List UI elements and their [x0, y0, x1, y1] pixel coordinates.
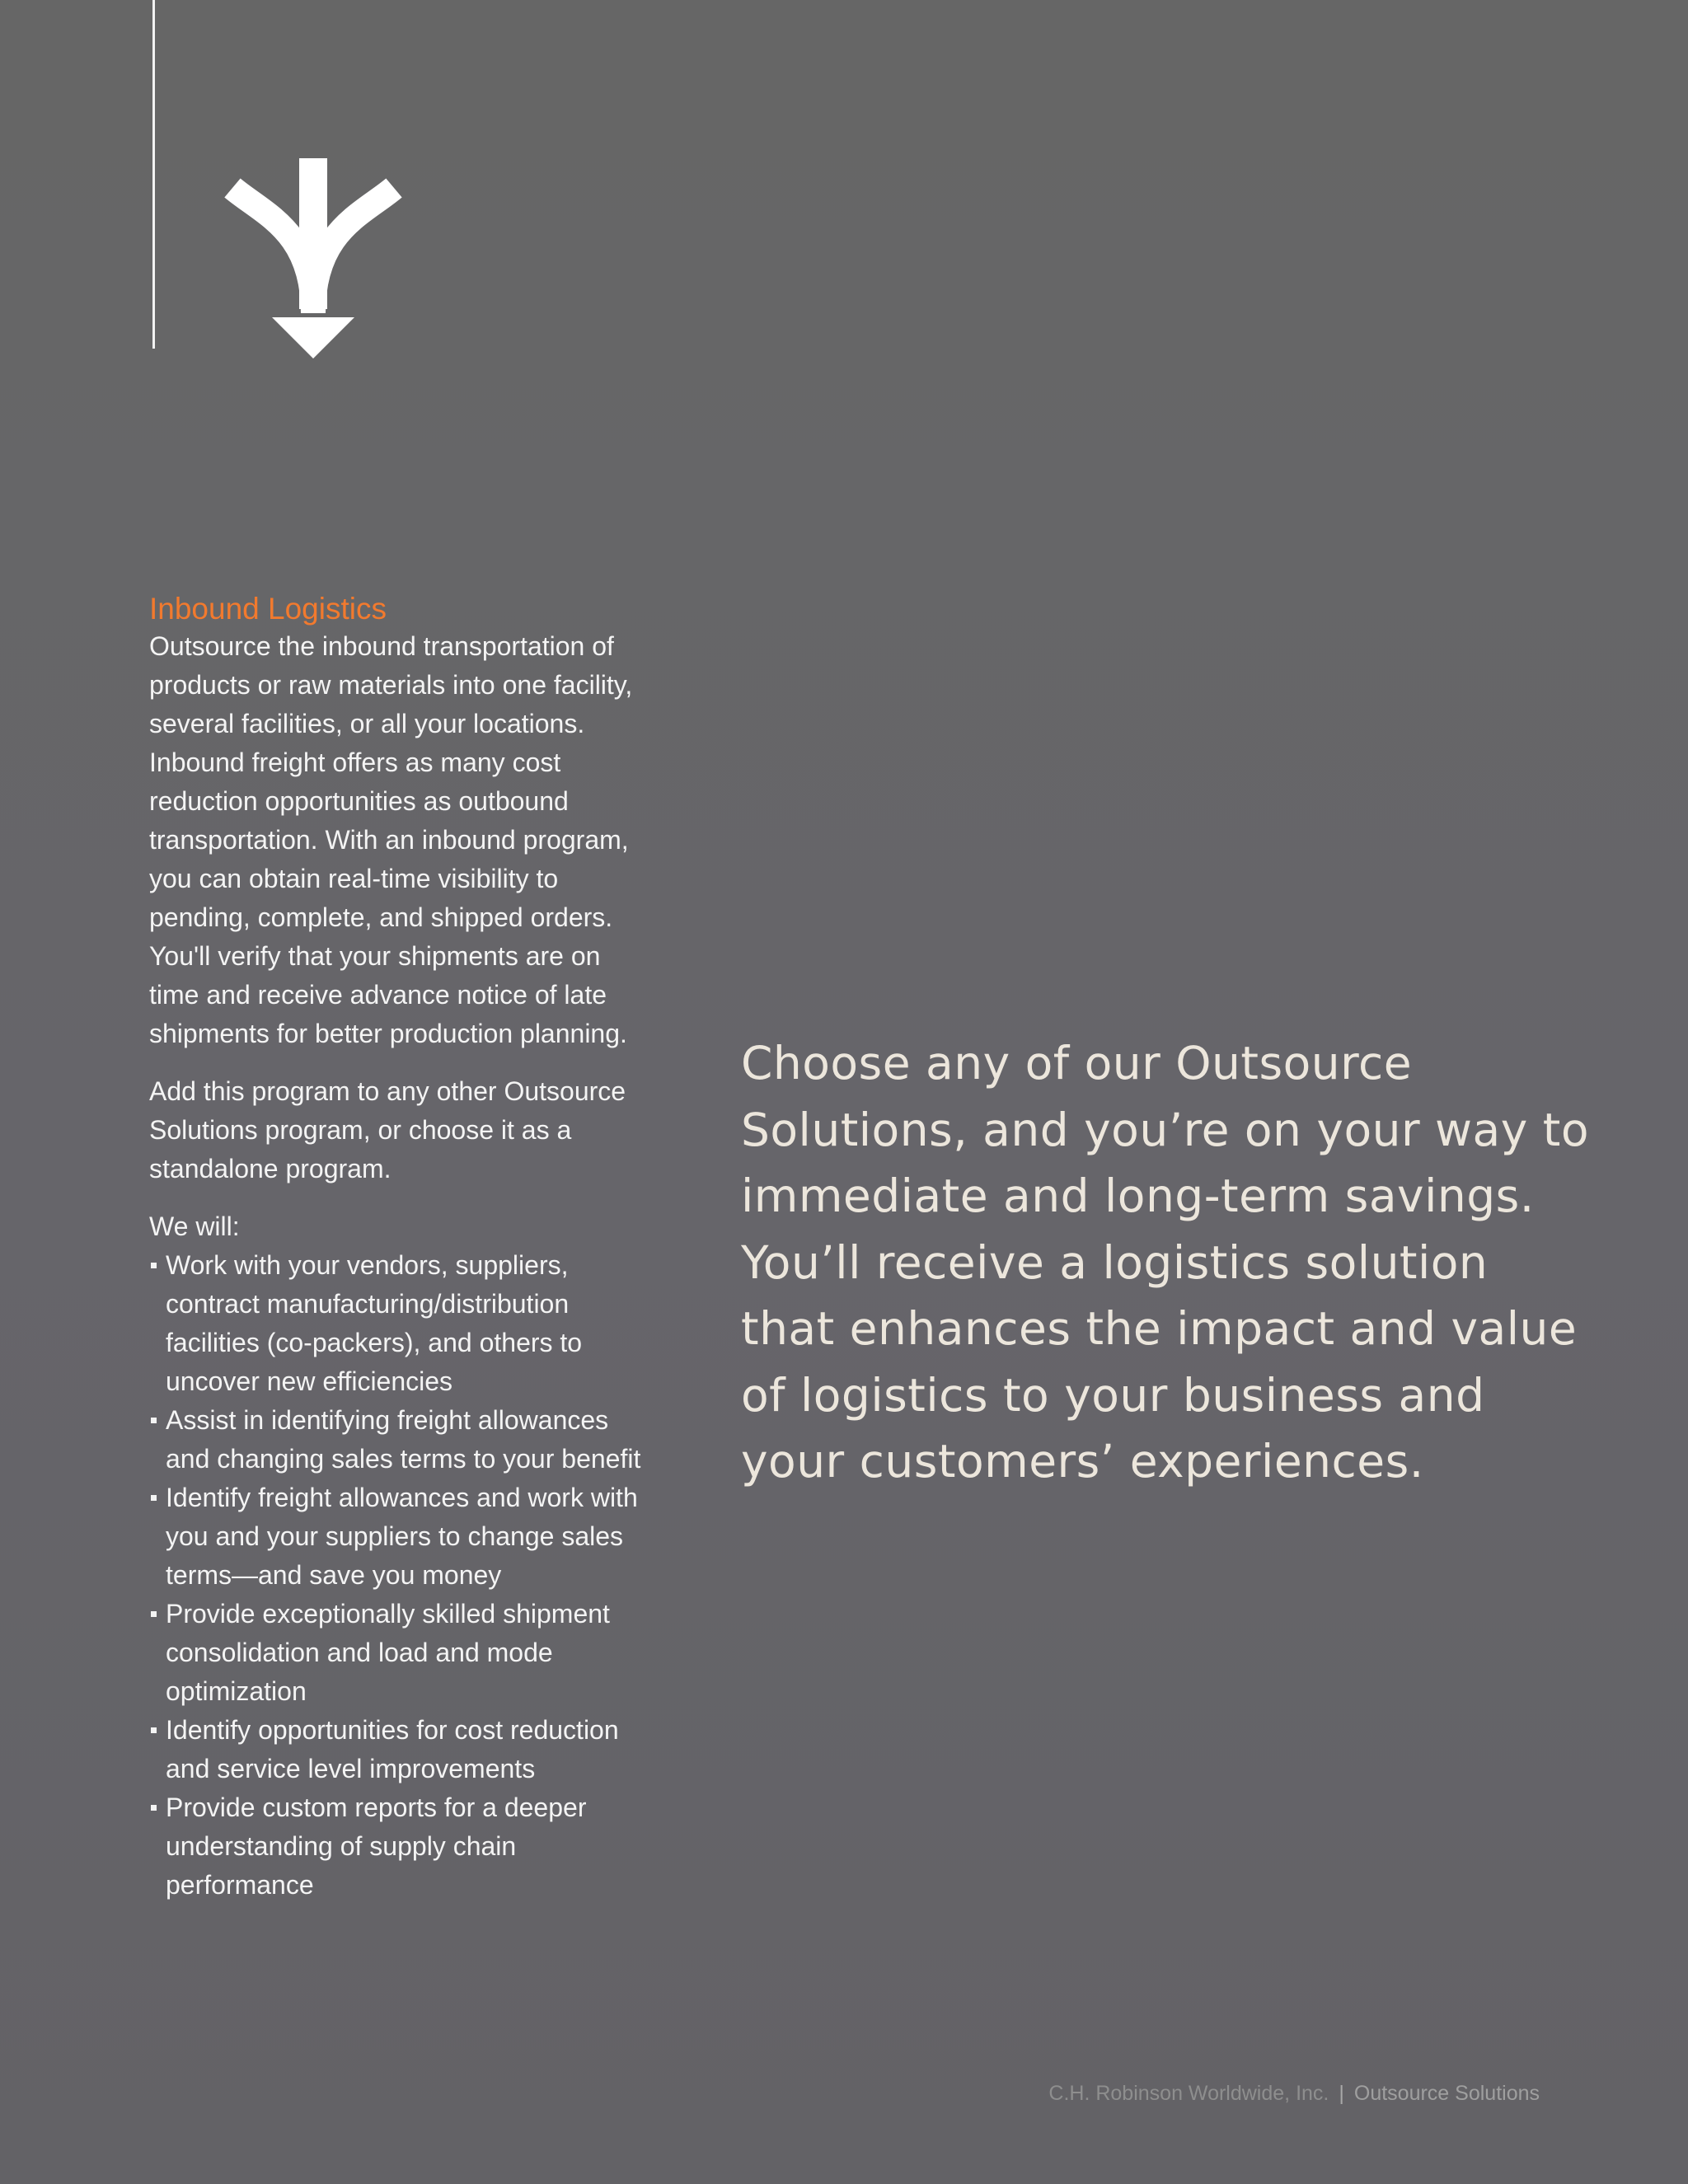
merge-arrow-icon — [221, 148, 406, 363]
page-footer — [1048, 2079, 1540, 2108]
section-heading: Inbound Logistics — [149, 592, 387, 626]
footer-document-title: Outsource Solutions — [1353, 2082, 1540, 2105]
add-on-paragraph: Add this program to any other Outsource Solutions program, or choose it as a standalone program. — [149, 1076, 626, 1183]
list-item: Work with your vendors, suppliers, contract manufacturing/distribution facilities (co-packers), and others to uncover new efficiencies — [149, 1246, 644, 1401]
we-will-label: We will: — [149, 1212, 240, 1241]
footer-company: C.H. Robinson Worldwide, Inc. — [1048, 2082, 1329, 2105]
list-item: Assist in identifying freight allowances and changing sales terms to your benefit — [149, 1401, 644, 1479]
pull-quote: Choose any of our Outsource Solutions, and you’re on your way to immediate and long-term savings. You’ll receive a logistics solution that enhances the impact and value of logistics to your business and your customers’ experiences. — [741, 1037, 1589, 1488]
list-item: Identify opportunities for cost reduction and service level improvements — [149, 1711, 644, 1788]
list-item: Provide exceptionally skilled shipment consolidation and load and mode optimization — [149, 1595, 644, 1711]
vertical-rule — [152, 0, 155, 349]
inbound-logistics-section — [149, 588, 644, 1905]
footer-separator: | — [1339, 2082, 1344, 2105]
intro-paragraph: Outsource the inbound transportation of products or raw materials into one facility, several facilities, or all your locations. Inbound freight offers as many cost reduction opportunities as outbound transportation. With an inbound program, you can obtain real-time visibility to pending, complete, and shipped orders. You'll verify that your shipments are on time and receive advance notice of late shipments for better production planning. — [149, 631, 633, 1048]
list-item: Identify freight allowances and work with you and your suppliers to change sales terms—and save you money — [149, 1479, 644, 1595]
benefits-list — [149, 1246, 644, 1905]
list-item: Provide custom reports for a deeper understanding of supply chain performance — [149, 1788, 644, 1905]
